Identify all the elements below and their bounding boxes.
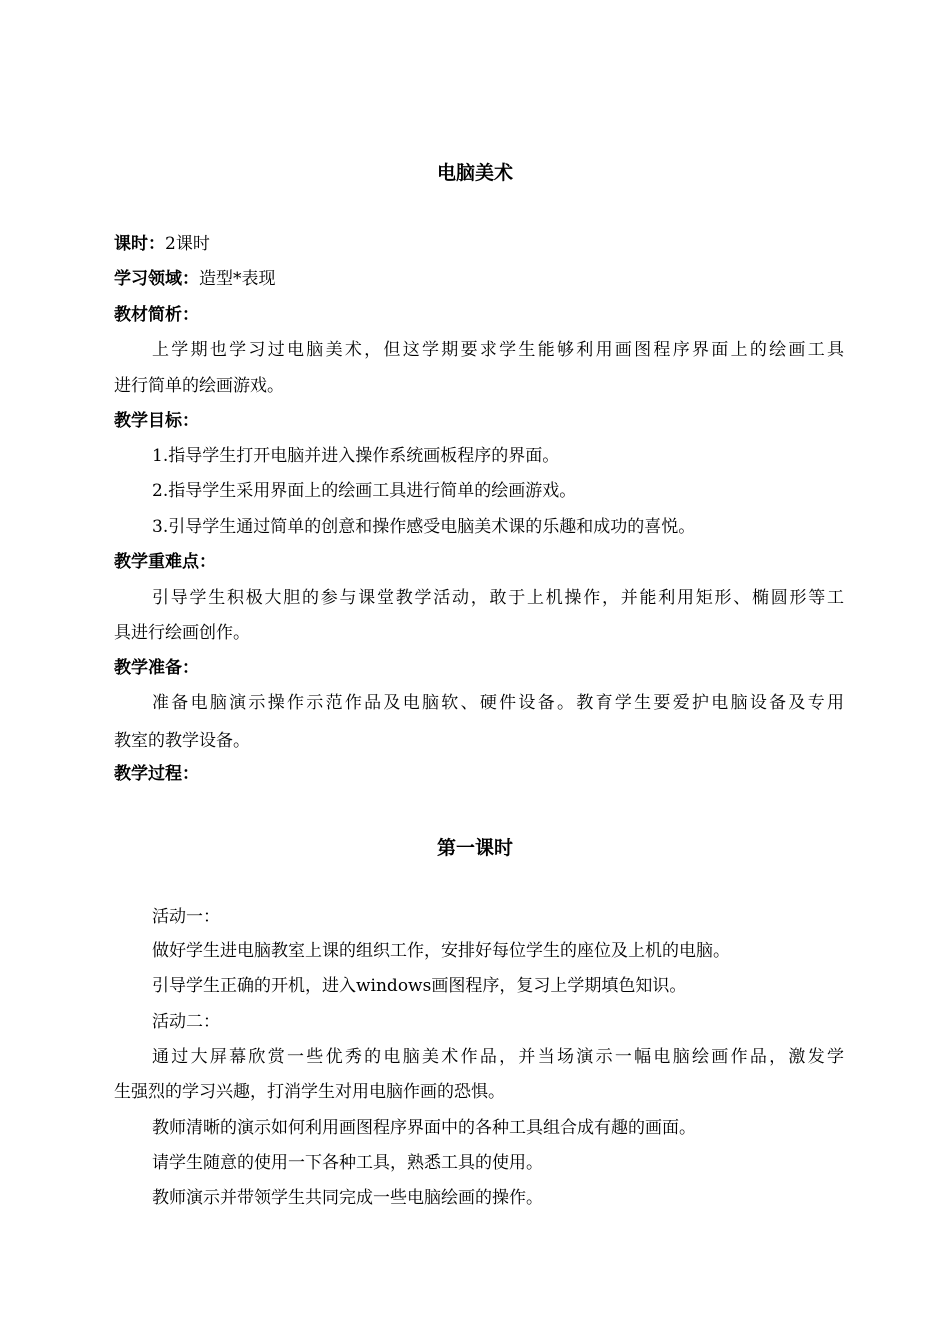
activity-2-line-4: 教师演示并带领学生共同完成一些电脑绘画的操作。 [152, 1188, 543, 1208]
goal-item-1: 1.指导学生打开电脑并进入操作系统画板程序的界面。 [152, 446, 560, 466]
activity-2-line-1b: 生强烈的学习兴趣，打消学生对用电脑作画的恐惧。 [114, 1082, 505, 1102]
goal-item-2: 2.指导学生采用界面上的绘画工具进行简单的绘画游戏。 [152, 481, 577, 501]
activity-2-line-2: 教师清晰的演示如何利用画图程序界面中的各种工具组合成有趣的画面。 [152, 1118, 696, 1138]
goal-item-3: 3.引导学生通过简单的创意和操作感受电脑美术课的乐趣和成功的喜悦。 [152, 517, 696, 537]
process-label: 教学过程： [114, 764, 199, 784]
goals-label: 教学目标： [114, 411, 199, 431]
document-title: 电脑美术 [436, 162, 513, 184]
hours-value: 2课时 [165, 234, 210, 254]
preparation-label: 教学准备： [114, 658, 199, 678]
textbook-label: 教材简析： [114, 305, 199, 325]
textbook-line-2: 进行简单的绘画游戏。 [114, 376, 284, 396]
preparation-line-1: 准备电脑演示操作示范作品及电脑软、硬件设备。教育学生要爱护电脑设备及专用 [152, 693, 844, 713]
domain-value: 造型*表现 [199, 269, 276, 289]
activity-1-label: 活动一： [152, 907, 220, 927]
hours-line [114, 232, 844, 256]
hours-label: 课时： [114, 234, 165, 254]
activity-2-line-3: 请学生随意的使用一下各种工具，熟悉工具的使用。 [152, 1153, 543, 1173]
lesson-title: 第一课时 [436, 837, 513, 859]
activity-2-line-1a: 通过大屏幕欣赏一些优秀的电脑美术作品，并当场演示一幅电脑绘画作品，激发学 [152, 1047, 844, 1067]
textbook-line-1: 上学期也学习过电脑美术，但这学期要求学生能够利用画图程序界面上的绘画工具 [152, 340, 844, 360]
activity-1-line-2: 引导学生正确的开机，进入windows画图程序，复习上学期填色知识。 [152, 976, 687, 996]
key-points-label: 教学重难点： [114, 552, 216, 572]
activity-1-line-1: 做好学生进电脑教室上课的组织工作，安排好每位学生的座位及上机的电脑。 [152, 941, 730, 961]
key-points-line-1: 引导学生积极大胆的参与课堂教学活动，敢于上机操作，并能利用矩形、椭圆形等工 [152, 588, 844, 608]
domain-line [114, 267, 844, 291]
domain-label: 学习领域： [114, 269, 199, 289]
key-points-line-2: 具进行绘画创作。 [114, 623, 250, 643]
preparation-line-2: 教室的教学设备。 [114, 731, 250, 751]
activity-2-label: 活动二： [152, 1012, 220, 1032]
